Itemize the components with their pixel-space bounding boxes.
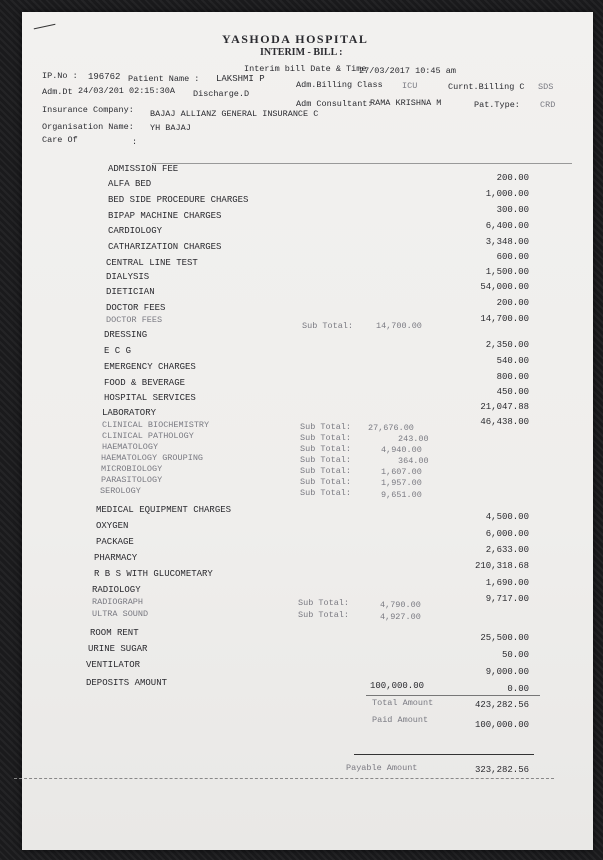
hospital-name: YASHODA HOSPITAL [222,32,369,46]
lab-sub-value: 1,957.00 [381,478,422,488]
payable-amount-label: Payable Amount [346,763,418,773]
amount-laboratory: 46,438.00 [480,417,529,427]
adm-date-label: Adm.Dt [42,87,73,97]
payable-amount-value: 323,282.56 [474,765,529,775]
item-pharmacy: PHARMACY [94,553,138,563]
total-amount-value: 423,282.56 [474,700,529,710]
radio-sub-value: 4,927.00 [380,612,421,622]
lab-sub-value: 27,676.00 [368,423,414,433]
billing-class-value: ICU [402,81,418,91]
radio-sub-name: ULTRA SOUND [92,609,149,619]
lab-sub-name: HAEMATOLOGY [102,442,159,452]
item-oxygen: OXYGEN [96,521,129,531]
pat-type-value: CRD [540,100,556,110]
amount-package: 2,633.00 [485,545,529,555]
amount-hospital-services: 21,047.88 [480,402,529,412]
item-urine-sugar: URINE SUGAR [88,644,148,654]
ip-value: 196762 [88,72,121,82]
radio-sub-name: RADIOGRAPH [92,597,144,607]
item-hospital-services: HOSPITAL SERVICES [104,393,196,403]
amount-oxygen: 6,000.00 [485,529,529,539]
item-ventilator: VENTILATOR [86,660,141,670]
amount-alfa-bed: 1,000.00 [485,189,529,199]
item-doctor-fees: DOCTOR FEES [106,303,166,313]
amount-ecg: 540.00 [496,356,529,366]
amount-food: 450.00 [496,387,529,397]
lab-sub-label: Sub Total: [300,433,352,443]
amount-radiology: 9,717.00 [485,594,529,604]
insurance-value: BAJAJ ALLIANZ GENERAL INSURANCE C [150,109,319,119]
item-emergency: EMERGENCY CHARGES [104,362,196,372]
lab-sub-value: 1,607.00 [381,467,422,477]
lab-sub-label: Sub Total: [300,422,352,432]
lab-sub-name: SEROLOGY [100,486,141,496]
lab-sub-value: 243.00 [398,434,429,444]
lab-sub-name: PARASITOLOGY [101,475,163,485]
paid-amount-label: Paid Amount [372,715,429,725]
lab-sub-name: CLINICAL BIOCHEMISTRY [102,420,210,430]
care-of-label: Care Of [42,135,78,145]
lab-sub-label: Sub Total: [300,455,352,465]
patient-name-value: LAKSHMI P [216,74,265,84]
amount-bipap: 6,400.00 [485,221,529,231]
item-medical-equipment: MEDICAL EQUIPMENT CHARGES [96,505,232,515]
item-package: PACKAGE [96,537,134,547]
amount-dressing: 2,350.00 [485,340,529,350]
curr-billing-value: SDS [538,82,554,92]
item-laboratory: LABORATORY [102,408,157,418]
item-central-line: CENTRAL LINE TEST [106,258,198,268]
amount-rbs: 1,690.00 [485,578,529,588]
amount-doctor-fees: 14,700.00 [480,314,529,324]
footer-dashed-rule [14,778,554,779]
lab-sub-value: 9,651.00 [381,490,422,500]
radio-sub-value: 4,790.00 [380,600,421,610]
billing-class-label: Adm.Billing Class [296,80,383,90]
amount-medical-equipment: 4,500.00 [485,512,529,522]
amount-room-rent: 25,500.00 [480,633,529,643]
sub-doctor-fees-name: DOCTOR FEES [106,315,163,325]
radio-sub-label: Sub Total: [298,598,350,608]
item-dressing: DRESSING [104,330,148,340]
amount-emergency: 800.00 [496,372,529,382]
item-cardiology: CARDIOLOGY [108,226,163,236]
payable-divider [354,754,534,755]
item-ecg: E C G [104,346,132,356]
total-amount-label: Total Amount [372,698,434,708]
organisation-label: Organisation Name: [42,122,134,132]
item-room-rent: ROOM RENT [90,628,139,638]
bill-paper [22,12,593,850]
lab-sub-label: Sub Total: [300,466,352,476]
interim-date-label: Interim bill Date & Time [244,64,367,74]
amount-pharmacy: 210,318.68 [474,561,529,571]
organisation-value: YH BAJAJ [150,123,191,133]
item-dietician: DIETICIAN [106,287,155,297]
item-bipap: BIPAP MACHINE CHARGES [108,211,222,221]
item-rbs: R B S WITH GLUCOMETARY [94,569,213,579]
deposit-value: 100,000.00 [370,681,425,691]
adm-date-value: 24/03/201 02:15:30A [78,86,175,96]
amount-catharization: 600.00 [496,252,529,262]
pen-mark [34,24,57,33]
paid-amount-value: 100,000.00 [474,720,529,730]
pat-type-label: Pat.Type: [474,100,520,110]
lab-sub-label: Sub Total: [300,488,352,498]
bill-title: INTERIM - BILL : [260,47,343,58]
lab-sub-value: 364.00 [398,456,429,466]
item-radiology: RADIOLOGY [92,585,141,595]
amount-ventilator: 9,000.00 [485,667,529,677]
lab-sub-name: CLINICAL PATHOLOGY [102,431,194,441]
amount-deposits: 0.00 [507,684,529,694]
insurance-label: Insurance Company: [42,105,134,115]
amount-dietician: 200.00 [496,298,529,308]
lab-sub-name: MICROBIOLOGY [101,464,163,474]
consultant-label: Adm Consultant: [296,99,373,109]
consultant-value: RAMA KRISHNA M [370,98,442,108]
lab-sub-label: Sub Total: [300,477,352,487]
sub-doctor-fees-label: Sub Total: [302,321,354,331]
sub-doctor-fees-value: 14,700.00 [376,321,422,331]
discharge-label: Discharge.D [193,89,250,99]
item-food: FOOD & BEVERAGE [104,378,186,388]
interim-date-value: 27/03/2017 10:45 am [359,66,456,76]
item-admission-fee: ADMISSION FEE [108,164,179,174]
care-of-value: : [132,137,138,147]
ip-label: IP.No : [42,71,78,81]
item-alfa-bed: ALFA BED [108,179,152,189]
totals-divider [366,695,540,696]
lab-sub-name: HAEMATOLOGY GROUPING [101,453,204,463]
lab-sub-label: Sub Total: [300,444,352,454]
amount-bed-side: 300.00 [496,205,529,215]
radio-sub-label: Sub Total: [298,610,350,620]
item-dialysis: DIALYSIS [106,272,150,282]
patient-name-label: Patient Name : [128,74,200,84]
amount-dialysis: 54,000.00 [480,282,529,292]
curr-billing-label: Curnt.Billing C [448,82,525,92]
amount-admission-fee: 200.00 [496,173,529,183]
header-divider [152,163,572,164]
item-deposits: DEPOSITS AMOUNT [86,678,168,688]
amount-urine-sugar: 50.00 [501,650,529,660]
amount-cardiology: 3,348.00 [485,237,529,247]
amount-central-line: 1,500.00 [485,267,529,277]
item-bed-side: BED SIDE PROCEDURE CHARGES [108,195,249,205]
item-catharization: CATHARIZATION CHARGES [108,242,222,252]
lab-sub-value: 4,940.00 [381,445,422,455]
